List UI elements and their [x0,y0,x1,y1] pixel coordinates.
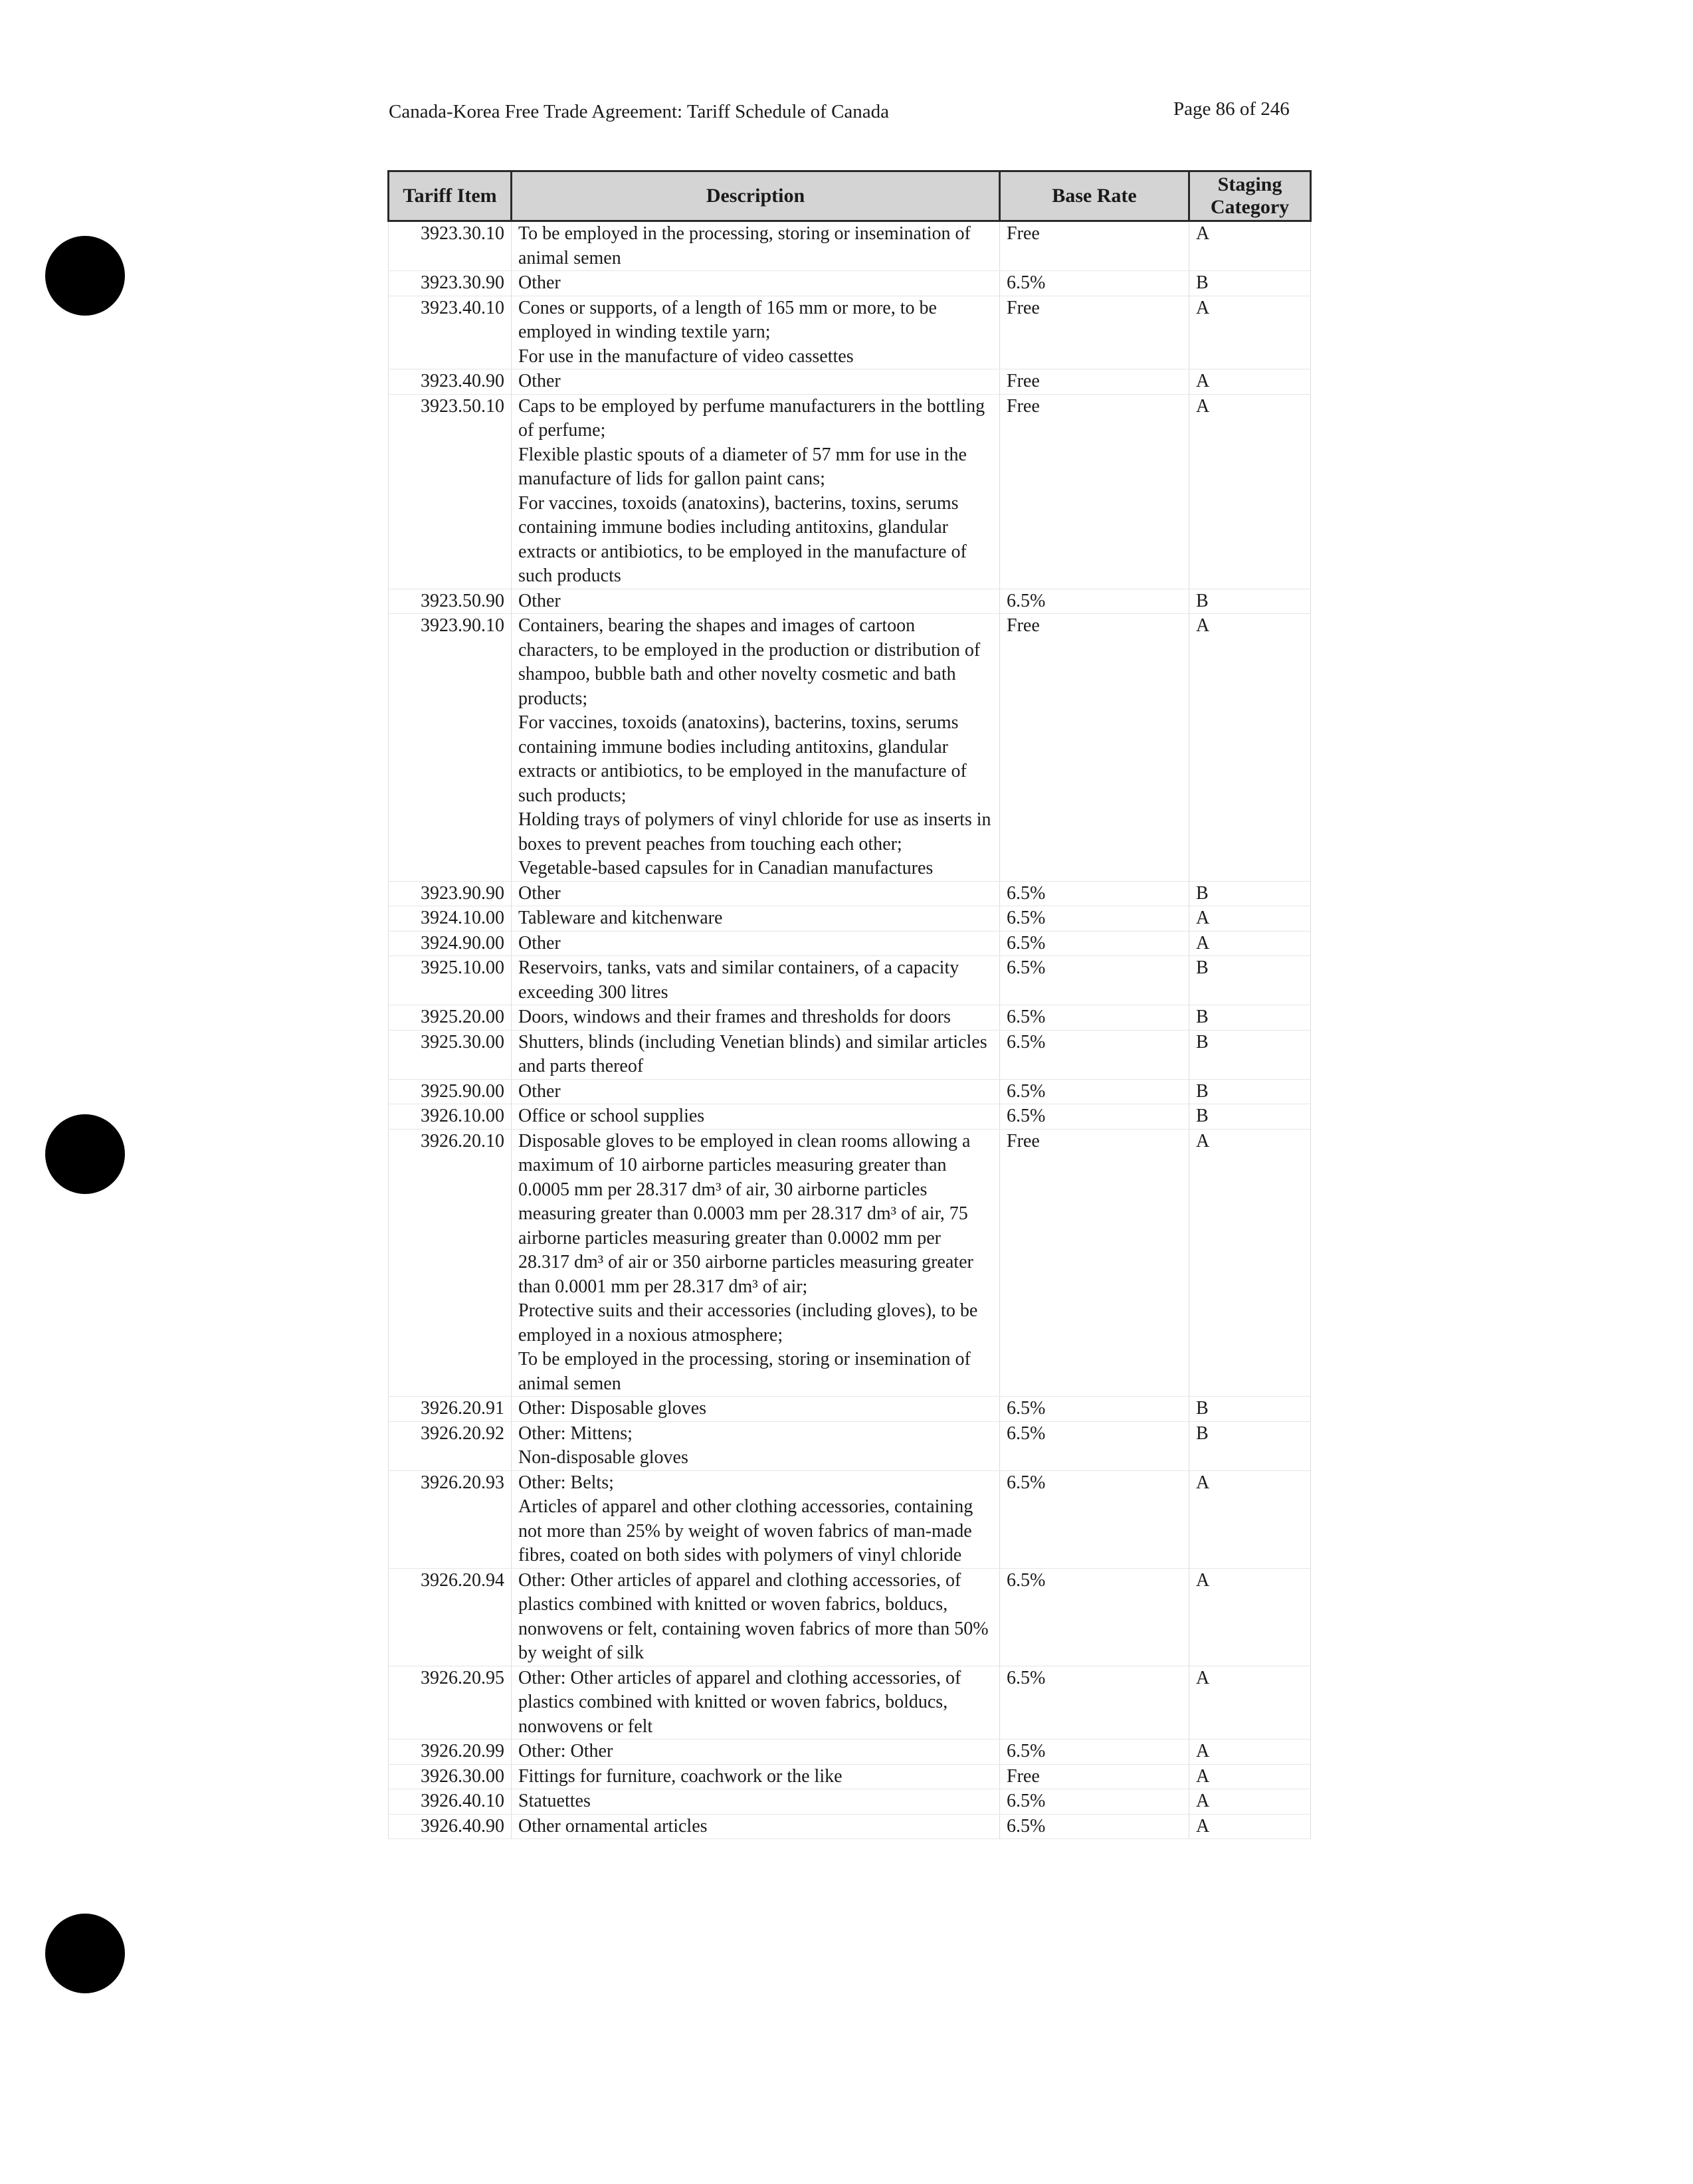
staging-category: A [1189,1739,1311,1765]
description-text: Flexible plastic spouts of a diameter of 57 mm for use in the manufacture of lids for gallon paint cans; [518,444,967,489]
base-rate: 6.5% [1000,1104,1189,1130]
description-cell [512,1764,1000,1789]
tariff-item-code: 3925.30.00 [389,1030,512,1079]
document-title: Canada-Korea Free Trade Agreement: Tariff Schedule of Canada [389,101,890,122]
description-text: Other [518,371,561,391]
tariff-item-code: 3926.40.10 [389,1789,512,1815]
description-cell [512,296,1000,369]
description-text: To be employed in the processing, storing or insemination of animal semen [518,1349,971,1394]
punch-hole [45,1914,125,1993]
base-rate: 6.5% [1000,1397,1189,1422]
staging-category: A [1189,1568,1311,1666]
description-text: For vaccines, toxoids (anatoxins), bacterins, toxins, serums containing immune bodies including antitoxins, glandular extracts or antibiotics, to be employed in the manufacture of such products; [518,712,967,806]
table-row [389,1104,1311,1130]
base-rate: 6.5% [1000,1030,1189,1079]
base-rate: 6.5% [1000,881,1189,906]
description-text: Doors, windows and their frames and thresholds for doors [518,1007,951,1027]
description-cell [512,881,1000,906]
staging-category: A [1189,221,1311,271]
tariff-item-code: 3926.20.10 [389,1129,512,1397]
tariff-item-code: 3923.30.90 [389,271,512,296]
table-row [389,1739,1311,1765]
description-text: Tableware and kitchenware [518,908,723,928]
base-rate: 6.5% [1000,1568,1189,1666]
tariff-item-code: 3926.20.95 [389,1666,512,1739]
staging-category: B [1189,1421,1311,1470]
tariff-item-code: 3923.40.10 [389,296,512,369]
staging-category: A [1189,1814,1311,1839]
description-cell [512,1104,1000,1130]
tariff-item-code: 3925.20.00 [389,1005,512,1031]
description-text: Protective suits and their accessories (including gloves), to be employed in a noxious atmosphere; [518,1300,978,1345]
description-text: Cones or supports, of a length of 165 mm or more, to be employed in winding textile yarn; [518,297,937,342]
base-rate: Free [1000,369,1189,395]
tariff-item-code: 3923.40.90 [389,369,512,395]
description-text: Other ornamental articles [518,1815,708,1837]
base-rate: Free [1000,614,1189,882]
base-rate: 6.5% [1000,1789,1189,1815]
description-text: Office or school supplies [518,1106,705,1126]
table-row [389,1005,1311,1031]
tariff-item-code: 3926.20.99 [389,1739,512,1765]
description-cell [512,1470,1000,1568]
base-rate: 6.5% [1000,1739,1189,1765]
description-text: Reservoirs, tanks, vats and similar containers, of a capacity exceeding 300 litres [518,957,959,1003]
description-cell [512,1030,1000,1079]
description-cell [512,956,1000,1005]
tariff-item-code: 3926.10.00 [389,1104,512,1130]
description-text: Other: Other articles of apparel and clothing accessories, of plastics combined with knitted or woven fabrics, bolducs, nonwovens or felt, containing woven fabrics of more than 50% by weight of silk [518,1569,989,1663]
staging-category: B [1189,1397,1311,1422]
staging-category: A [1189,1470,1311,1568]
tariff-item-code: 3923.50.90 [389,589,512,614]
description-text: Other [518,882,561,904]
table-row [389,1814,1311,1839]
description-cell [512,1397,1000,1422]
base-rate: 6.5% [1000,1814,1189,1839]
table-row [389,1568,1311,1666]
description-cell [512,931,1000,956]
table-row [389,931,1311,956]
tariff-item-code: 3925.90.00 [389,1079,512,1104]
staging-category: B [1189,1079,1311,1104]
table-row [389,1079,1311,1104]
staging-category: B [1189,881,1311,906]
description-text: Containers, bearing the shapes and images of cartoon characters, to be employed in the production or distribution of shampoo, bubble bath and other novelty cosmetic and bath products; [518,615,981,709]
page-number: Page 86 of 246 [1173,98,1290,120]
description-text: Other: Disposable gloves [518,1398,707,1419]
tariff-item-code: 3926.20.91 [389,1397,512,1422]
description-cell [512,1814,1000,1839]
description-cell [512,1739,1000,1765]
base-rate: 6.5% [1000,589,1189,614]
description-text: Other [518,1080,561,1102]
description-cell [512,614,1000,882]
table-row [389,1666,1311,1739]
description-text: Other: Belts; [518,1472,614,1493]
base-rate: 6.5% [1000,1666,1189,1739]
description-cell [512,271,1000,296]
column-header-tariff-item: Tariff Item [389,171,512,221]
description-text: Caps to be employed by perfume manufacturers in the bottling of perfume; [518,395,985,441]
table-row [389,881,1311,906]
description-cell [512,394,1000,589]
description-cell [512,1129,1000,1397]
description-text: Vegetable-based capsules for in Canadian manufactures [518,858,934,878]
column-header-base-rate: Base Rate [1000,171,1189,221]
description-text: Fittings for furniture, coachwork or the like [518,1765,843,1787]
description-cell [512,221,1000,271]
description-text: Statuettes [518,1791,591,1811]
table-row [389,956,1311,1005]
staging-category: B [1189,956,1311,1005]
base-rate: Free [1000,1129,1189,1397]
staging-category: B [1189,1005,1311,1031]
description-text: Non-disposable gloves [518,1447,688,1468]
tariff-schedule-table [387,170,1312,1839]
description-cell [512,589,1000,614]
staging-category: A [1189,906,1311,932]
description-cell [512,1079,1000,1104]
staging-category: A [1189,1789,1311,1815]
base-rate: 6.5% [1000,956,1189,1005]
description-text: Other: Other [518,1741,613,1761]
description-text: For use in the manufacture of video cassettes [518,346,854,367]
base-rate: Free [1000,394,1189,589]
table-row [389,1764,1311,1789]
staging-category: B [1189,1030,1311,1079]
description-text: Shutters, blinds (including Venetian blinds) and similar articles and parts thereof [518,1031,987,1076]
tariff-item-code: 3925.10.00 [389,956,512,1005]
description-cell [512,1568,1000,1666]
table-row [389,1129,1311,1397]
staging-category: A [1189,1666,1311,1739]
staging-category: A [1189,1129,1311,1397]
table-row [389,1789,1311,1815]
tariff-item-code: 3923.90.90 [389,881,512,906]
tariff-item-code: 3926.20.93 [389,1470,512,1568]
base-rate: 6.5% [1000,271,1189,296]
description-text: Other [518,272,561,293]
tariff-item-code: 3924.90.00 [389,931,512,956]
base-rate: Free [1000,1764,1189,1789]
tariff-item-code: 3923.30.10 [389,221,512,271]
base-rate: 6.5% [1000,1421,1189,1470]
description-cell [512,1005,1000,1031]
base-rate: 6.5% [1000,1005,1189,1031]
table-row [389,614,1311,882]
base-rate: Free [1000,221,1189,271]
base-rate: 6.5% [1000,1079,1189,1104]
column-header-description: Description [512,171,1000,221]
description-text: Other [518,590,561,611]
staging-category: A [1189,296,1311,369]
description-text: Other: Other articles of apparel and clothing accessories, of plastics combined with knitted or woven fabrics, bolducs, nonwovens or felt [518,1667,961,1737]
base-rate: 6.5% [1000,931,1189,956]
description-cell [512,906,1000,932]
staging-category: B [1189,1104,1311,1130]
description-cell [512,1421,1000,1470]
description-cell [512,1666,1000,1739]
table-row [389,394,1311,589]
description-cell [512,369,1000,395]
table-row [389,369,1311,395]
staging-category: B [1189,271,1311,296]
tariff-item-code: 3923.50.10 [389,394,512,589]
table-row [389,271,1311,296]
tariff-item-code: 3926.20.94 [389,1568,512,1666]
table-row [389,589,1311,614]
staging-category: A [1189,931,1311,956]
description-text: To be employed in the processing, storing or insemination of animal semen [518,223,971,268]
tariff-item-code: 3923.90.10 [389,614,512,882]
table-row [389,296,1311,369]
table-row [389,906,1311,932]
description-text: Holding trays of polymers of vinyl chloride for use as inserts in boxes to prevent peaches from touching each other; [518,809,991,854]
staging-category: B [1189,589,1311,614]
punch-hole [45,1114,125,1194]
description-text: Disposable gloves to be employed in clean rooms allowing a maximum of 10 airborne particles measuring greater than 0.0005 mm per 28.317 dm³ of air, 30 airborne particles measuring greater than 0.0003 mm per 28.317 dm³ of air, 75 airborne particles measuring greater than 0.0002 mm per 28.317 dm³ of air or 350 airborne particles measuring greater than 0.0001 mm per 28.317 dm³ of air; [518,1130,973,1297]
staging-category: A [1189,394,1311,589]
description-cell [512,1789,1000,1815]
description-text: Other: Mittens; [518,1423,633,1444]
table-row [389,1397,1311,1422]
staging-category: A [1189,369,1311,395]
table-row [389,1421,1311,1470]
table-header-row [389,171,1311,221]
tariff-item-code: 3926.40.90 [389,1814,512,1839]
base-rate: 6.5% [1000,906,1189,932]
tariff-item-code: 3924.10.00 [389,906,512,932]
description-text: For vaccines, toxoids (anatoxins), bacterins, toxins, serums containing immune bodies including antitoxins, glandular extracts or antibiotics, to be employed in the manufacture of such products [518,492,967,586]
table-body [389,221,1311,1839]
staging-category: A [1189,614,1311,882]
tariff-item-code: 3926.30.00 [389,1764,512,1789]
base-rate: Free [1000,296,1189,369]
description-text: Articles of apparel and other clothing accessories, containing not more than 25% by weight of woven fabrics of man-made fibres, coated on both sides with polymers of vinyl chloride [518,1496,973,1565]
table-row [389,1470,1311,1568]
punch-hole [45,236,125,316]
tariff-item-code: 3926.20.92 [389,1421,512,1470]
table-row [389,221,1311,271]
base-rate: 6.5% [1000,1470,1189,1568]
column-header-staging-category: Staging Category [1189,171,1311,221]
staging-category: A [1189,1764,1311,1789]
description-text: Other [518,932,561,953]
table-row [389,1030,1311,1079]
